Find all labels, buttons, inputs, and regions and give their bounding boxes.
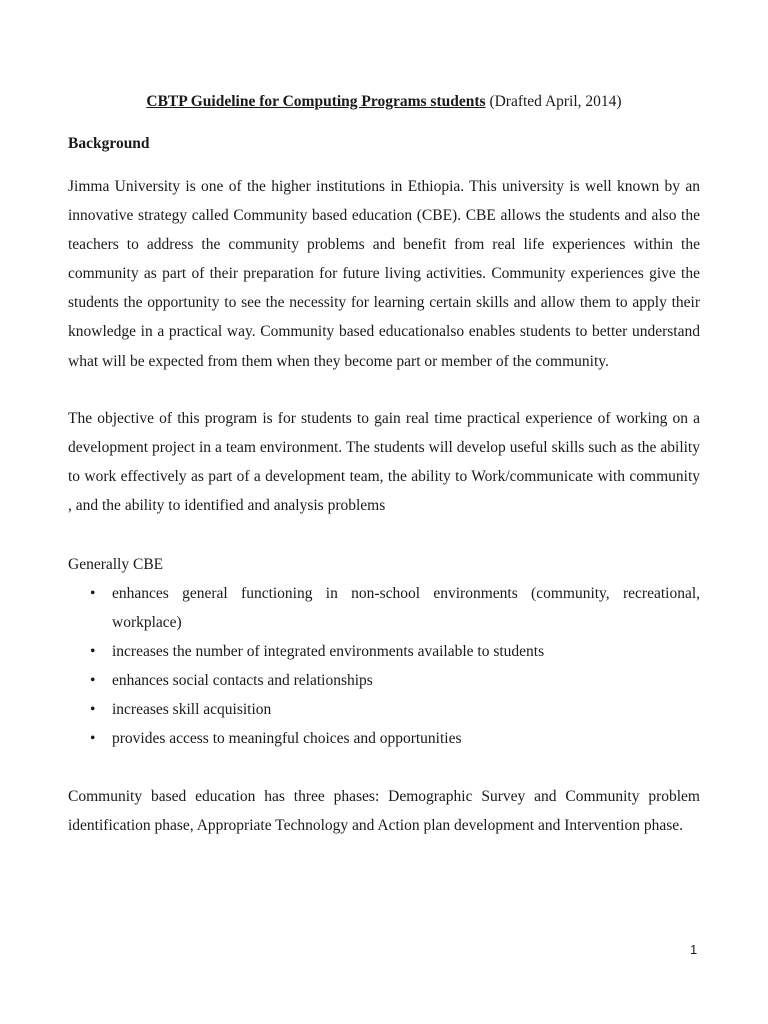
section-heading-background: Background — [68, 135, 150, 152]
generally-cbe-label: Generally CBE — [68, 556, 164, 573]
objective-paragraph: The objective of this program is for students to gain real time practical experience of working on a development project in a team environment. The students will develop useful skills such as the ability to work effectively as part of a development team, the ability to Work/communicate with community , and the ability to identified and analysis problems — [68, 410, 700, 515]
list-item-text: enhances social contacts and relationships — [112, 672, 373, 690]
list-item-text: increases skill acquisition — [112, 701, 272, 719]
document-title-main: CBTP Guideline for Computing Programs students — [146, 93, 486, 110]
bullet-icon: • — [90, 672, 96, 690]
phases-paragraph: Community based education has three phases: Demographic Survey and Community problem identification phase, Appropriate Technology and Action plan development and Intervention phase. — [68, 788, 700, 835]
bullet-icon: • — [90, 643, 96, 661]
list-item — [68, 695, 700, 724]
bullet-icon: • — [90, 701, 96, 719]
page-number: 1 — [690, 942, 698, 957]
list-item-text: increases the number of integrated environments available to students — [112, 643, 545, 661]
list-item — [68, 724, 700, 753]
document-title-date: (Drafted April, 2014) — [485, 93, 622, 110]
list-item — [68, 579, 700, 637]
list-item — [68, 637, 700, 666]
bullet-icon: • — [90, 585, 96, 602]
bullet-icon: • — [90, 730, 96, 748]
cbe-benefits-list — [68, 579, 700, 754]
list-item-text: enhances general functioning in non-school environments (community, recreational, workplace) — [112, 585, 700, 632]
document-title — [68, 92, 700, 112]
list-item — [68, 666, 700, 695]
background-paragraph-1: Jimma University is one of the higher institutions in Ethiopia. This university is well known by an innovative strategy called Community based education (CBE). CBE allows the students and also the teachers to address the community problems and benefit from real life experiences within the community as part of their preparation for future living activities. Community experiences give the students the opportunity to see the necessity for learning certain skills and allow them to apply their knowledge in a practical way. Community based educationalso enables students to better understand what will be expected from them when they become part or member of the community. — [68, 178, 700, 370]
list-item-text: provides access to meaningful choices and opportunities — [112, 730, 462, 748]
